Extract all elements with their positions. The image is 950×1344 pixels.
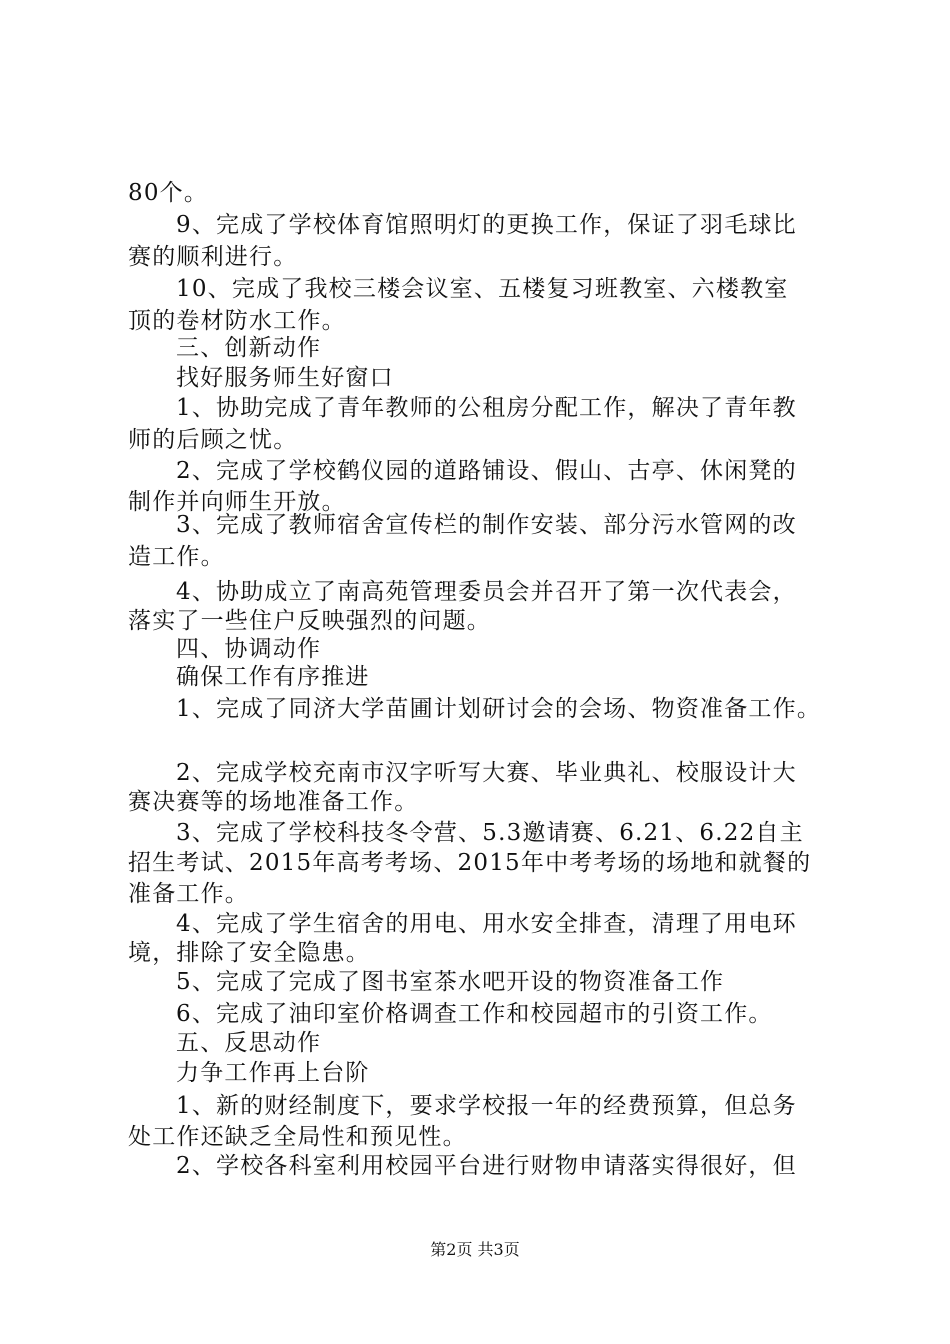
section-subheading: 找好服务师生好窗口 (176, 365, 394, 391)
text-line: 80个。 (128, 180, 209, 206)
text-line: 4、协助成立了南高苑管理委员会并召开了第一次代表会， (176, 579, 797, 605)
text-line: 6、完成了油印室价格调查工作和校园超市的引资工作。 (176, 1001, 773, 1027)
text-line: 赛的顺利进行。 (128, 244, 298, 270)
text-line: 顶的卷材防水工作。 (128, 308, 346, 334)
text-line: 落实了一些住户反映强烈的问题。 (128, 608, 491, 634)
text-line: 处工作还缺乏全局性和预见性。 (128, 1124, 467, 1150)
text-line: 3、完成了学校科技冬令营、5.3邀请赛、6.21、6.22自主 (176, 820, 804, 846)
text-line: 师的后顾之忧。 (128, 427, 298, 453)
section-subheading: 确保工作有序推进 (176, 664, 370, 690)
text-line: 招生考试、2015年高考考场、2015年中考考场的场地和就餐的 (128, 850, 812, 876)
section-heading: 三、创新动作 (176, 335, 322, 361)
section-heading: 四、协调动作 (176, 636, 322, 662)
text-line: 1、协助完成了青年教师的公租房分配工作，解决了青年教 (176, 395, 797, 421)
text-line: 9、完成了学校体育馆照明灯的更换工作，保证了羽毛球比 (176, 212, 797, 238)
text-line: 赛决赛等的场地准备工作。 (128, 789, 419, 815)
text-line: 境，排除了安全隐患。 (128, 940, 370, 966)
text-line: 2、完成了学校鹤仪园的道路铺设、假山、古亭、休闲凳的 (176, 458, 797, 484)
section-subheading: 力争工作再上台阶 (176, 1060, 370, 1086)
text-line: 2、完成学校充南市汉字听写大赛、毕业典礼、校服设计大 (176, 760, 797, 786)
text-line: 5、完成了完成了图书室茶水吧开设的物资准备工作 (176, 969, 725, 995)
text-line: 3、完成了教师宿舍宣传栏的制作安装、部分污水管网的改 (176, 512, 797, 538)
text-line: 1、完成了同济大学苗圃计划研讨会的会场、物资准备工作。 (176, 696, 822, 722)
text-line: 2、学校各科室利用校园平台进行财物申请落实得很好，但 (176, 1153, 797, 1179)
text-line: 制作并向师生开放。 (128, 489, 346, 515)
section-heading: 五、反思动作 (176, 1030, 322, 1056)
text-line: 造工作。 (128, 544, 225, 570)
text-line: 1、新的财经制度下，要求学校报一年的经费预算，但总务 (176, 1093, 797, 1119)
text-line: 准备工作。 (128, 881, 249, 907)
page-number-footer: 第2页 共3页 (430, 1240, 520, 1259)
text-line: 4、完成了学生宿舍的用电、用水安全排查，清理了用电环 (176, 911, 797, 937)
text-line: 10、完成了我校三楼会议室、五楼复习班教室、六楼教室 (176, 276, 789, 302)
